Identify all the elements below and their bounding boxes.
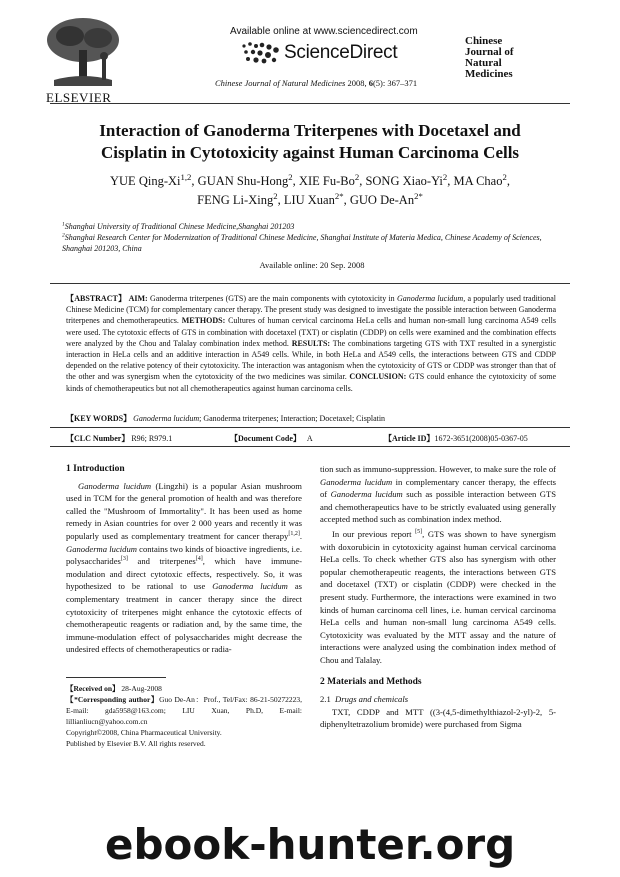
journal-citation-issue: (5): 367–371 — [372, 78, 418, 88]
author-affil-sup: 2 — [288, 171, 293, 182]
left-column — [66, 463, 302, 656]
intro-paragraph: In our previous report [5], GTS was shown to have synergism with doxorubicin in cytotoxicity against human cervical carcinoma HeLa cells. To check whether GTS also has synergism with other popular chemotherapeutic reagents, the interactions between GTS and docetaxel (TXT) or cisplatin (CDDP) were checked in the present study. Furthermore, the interactions were examined in two kinds of human carcinoma cell lines, i.e. human cervical carcinoma HeLa cells and human non-small lung carcinoma A549 cells. Cytotoxicity was evaluated by the MTT assay and the nature of interactions were analyzed using the combination index method of Chou and Talalay. — [320, 528, 556, 665]
journal-title-line: Natural — [465, 57, 502, 69]
author-name: FENG Li-Xing — [197, 193, 274, 207]
author-affil-sup: 2 — [273, 190, 278, 201]
copyright-note: Copyright©2008, China Pharmaceutical University. — [66, 728, 222, 737]
clc-number: 【CLC Number】 R96; R979.1 — [66, 434, 173, 443]
body-top-divider — [50, 446, 570, 447]
methods-label: METHODS: — [181, 316, 226, 326]
article-title — [40, 120, 580, 164]
results-label: RESULTS: — [291, 338, 331, 348]
author-name: XIE Fu-Bo — [298, 174, 355, 188]
document-code: 【Document Code】 A — [230, 434, 313, 443]
keywords: 【KEY WORDS】 Ganoderma lucidum; Ganoderma triterpenes; Interaction; Docetaxel; Cisplatin — [66, 414, 386, 423]
author-name: GUO De-An — [349, 193, 415, 207]
author-affil-sup: 2 — [502, 171, 507, 182]
footnotes — [66, 683, 302, 749]
abstract: 【ABSTRACT】 AIM: Ganoderma triterpenes (GTS) are the main components with cytotoxicity in Ganoderma lucidum, a popularly used traditional Chinese Medicine (TCM) for complementary cancer therapy. The present study was designed to investigate the possible interaction between Ganoderma triterpenes and chemotherapeutics. METHODS: Cultures of human cervical carcinoma HeLa cells and human non-small lung carcinoma A549 cells were used. The cytotoxic effects of GTS in combination with docetaxel (TXT) or cisplatin (CDDP) on cells were examined and the combination effects were analyzed by the Chou and Talalay combination index method. RESULTS: The combinations targeting GTS with TXT resulted in a synergistic interaction in HeLa cells and an additive interaction in A549 cells. While, in both HeLa and A549 cells, the interactions between GTS and CDDP depended on the relative potency of their cytotoxicity. The interaction was antagonism when the cytotoxicity of GTS or CDDP was stronger than that of the other and was synergism when the cytotoxicity of the two medicines was similar. CONCLUSION: GTS could enhance the cytotoxicity of some kinds of chemotherapeutics but not all chemotherapeutics against human carcinoma cells. — [66, 294, 557, 393]
methods-paragraph: TXT, CDDP and MTT ((3-(4,5-dimethylthiazol-2-yl)-2, 5-diphenyltetrazolium bromide) were purchased from Sigma — [320, 706, 556, 730]
author-affil-sup: 2* — [414, 190, 423, 201]
journal-citation — [215, 78, 417, 88]
publisher-name: ELSEVIER — [46, 90, 112, 105]
subsection-heading-drugs: 2.1 Drugs and chemicals — [320, 694, 409, 705]
elsevier-logo — [42, 14, 124, 104]
footnote-divider — [66, 677, 166, 678]
affiliations — [62, 221, 562, 254]
header-divider — [50, 103, 570, 104]
author-name: LIU Xuan — [283, 193, 335, 207]
journal-citation-volume: 6 — [368, 78, 373, 88]
keywords-divider — [50, 427, 570, 428]
available-online-date: Available online: 20 Sep. 2008 — [259, 260, 365, 270]
journal-citation-name: Chinese Journal of Natural Medicines — [215, 78, 346, 88]
author-name: GUAN Shu-Hong — [197, 174, 289, 188]
author-list — [60, 172, 560, 210]
author-affil-sup: 2 — [354, 171, 360, 182]
article-id: 【Article ID】1672-3651(2008)05-0367-05 — [384, 434, 528, 443]
author-affil-sup: 1,2 — [180, 171, 192, 182]
abstract-label: 【ABSTRACT】 — [66, 294, 127, 303]
sciencedirect-logo — [238, 40, 428, 68]
citation: [1,2] — [288, 531, 300, 538]
author-name: SONG Xiao-Yi — [365, 174, 443, 188]
citation: [5] — [415, 529, 423, 536]
keywords-label: 【KEY WORDS】 — [66, 414, 132, 423]
citation: [4] — [195, 556, 203, 563]
conclusion-label: CONCLUSION: — [349, 372, 407, 382]
journal-title-line: Medicines — [465, 68, 513, 80]
affiliation-1: $^1$Shanghai University of Traditional Chinese Medicine,Shanghai 201203 — [62, 221, 295, 231]
journal-title-line: Chinese — [465, 35, 503, 47]
journal-title-line: Journal of — [465, 46, 514, 58]
watermark: ebook-hunter.org — [105, 820, 516, 869]
intro-paragraph-continued: tion such as immuno-suppression. However, to make sure the role of Ganoderma lucidum in complementary cancer therapy, the effects of Ganoderma lucidum such as possible interaction between GTS and chemotherapeutics have to be strictly evaluated using generally accepted method such as combination index method. — [320, 464, 556, 525]
affiliation-2: $^2$Shanghai Research Center for Modernization of Traditional Chinese Medicine, Shanghai Institute of Materia Medica, Chinese Academy of Sciences, Shanghai 201203, China — [62, 232, 542, 253]
author-name: YUE Qing-Xi — [110, 174, 181, 188]
article-title-line: Cisplatin in Cytotoxicity against Human Carcinoma Cells — [100, 143, 520, 162]
author-affil-sup: 2* — [334, 190, 344, 201]
author-affil-sup: 2 — [442, 171, 448, 182]
section-heading-materials-methods: 2 Materials and Methods — [320, 676, 422, 687]
author-line: FENG Li-Xing$^2$, LIU Xuan$^{2*}$, GUO $De-An^{2*}$ — [197, 190, 423, 207]
author-name: MA Chao — [453, 174, 503, 188]
citation: [3] — [120, 556, 128, 563]
available-online-text: Available online at www.sciencedirect.com — [230, 26, 418, 37]
author-line: YUE Qing-Xi$^{1,2}$, GUAN Shu-Hong$^2$, XIE Fu-Bo$^2$, SONG Xiao-Yi$^2$, MA Chao$^2$, — [110, 171, 510, 188]
journal-title-box — [465, 36, 577, 102]
aim-label: AIM: — [128, 294, 148, 303]
right-column — [320, 463, 556, 731]
intro-paragraph: Ganoderma lucidum (Lingzhi) is a popular Asian mushroom used in TCM for the general promotion of health and was therefore called the "Mushroom of Immortality". It has been used as home remedy in Asian countries for over 2 000 years and recently it was popularly used as complementary treatment for cancer therapy[1,2]. Ganoderma lucidum contains two kinds of bioactive ingredients, i.e. polysaccharides[3] and triterpenes[4], which have immune-modulation and direct cytotoxic effects, respectively. So, it was hypothesized to be rational to use Ganoderma lucidum as complementary treatment in cancer therapy since the direct cytotoxicity of triterpenes might enhance the cytotoxic effects of chemotherapeutic reagents or radiation and, by the same time, the immune-modulation effect of polysaccharides might decrease the undesired effects of chemotherapeutics or radia- — [66, 480, 303, 655]
corresponding-author-note: 【*Corresponding author】Guo De-An：Prof., Tel/Fax: 86-21-50272223, E-mail: gda5958@163.com; LIU Xuan, Ph.D, E-mail: lillianliucn@yahoo.com.cn — [66, 695, 302, 726]
abstract-top-divider — [50, 283, 570, 284]
article-title-line: Interaction of Ganoderma Triterpenes with Docetaxel and — [99, 121, 521, 140]
journal-citation-year: 2008, — [347, 78, 367, 88]
sciencedirect-name: ScienceDirect — [284, 42, 398, 63]
received-note: 【Received on】 28-Aug-2008 — [66, 684, 162, 693]
elsevier-tree-icon — [42, 14, 124, 88]
sciencedirect-dots-icon — [238, 40, 282, 66]
publisher-note: Published by Elsevier B.V. All rights reserved. — [66, 739, 206, 748]
section-heading-introduction: 1 Introduction — [66, 464, 125, 474]
